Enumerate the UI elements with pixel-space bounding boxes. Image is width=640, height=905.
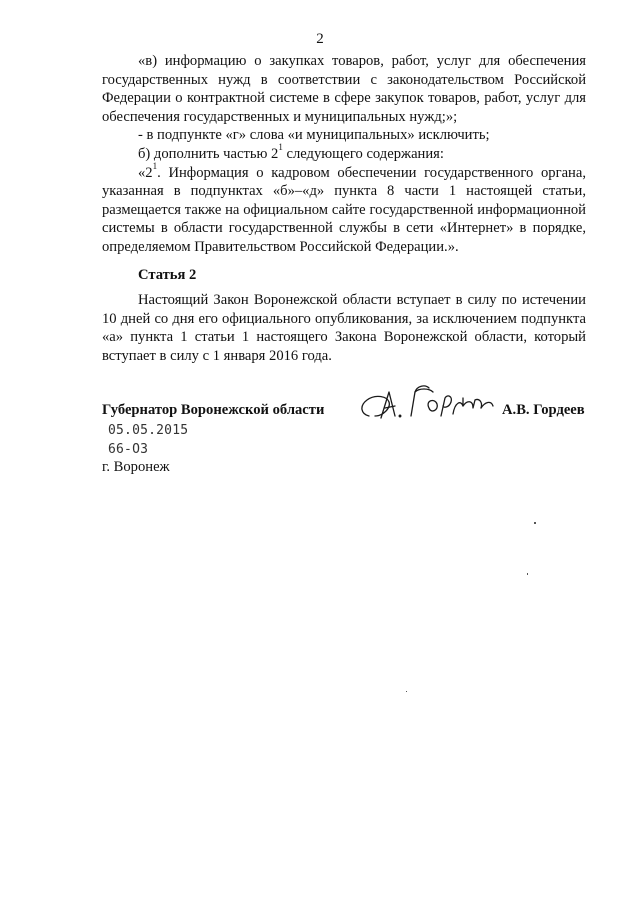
superscript-one: 1: [278, 142, 283, 153]
page-number: 2: [316, 31, 324, 47]
add-part-text: б) дополнить частью 2: [138, 145, 279, 162]
add-part-text-end: следующего содержания:: [282, 145, 444, 162]
staffing-info-start: «2: [138, 164, 153, 181]
superscript-one: 1: [152, 160, 158, 171]
handwritten-signature: [355, 378, 505, 426]
registration-date: 05.05.2015: [108, 423, 189, 438]
article-2-text: Настоящий Закон Воронежской области вступает в силу по истечении 10 дней со дня его официального опубликования, за исключением подпункта «а» пункта 1 статьи 1 настоящего Закона Воронежской области, который вступает в силу с 1 января 2016 года.: [102, 292, 586, 364]
paragraph-exclude-municipal: - в подпункте «г» слова «и муниципальных» исключить;: [138, 127, 490, 144]
paragraph-procurement-info: «в) информацию о закупках товаров, работ, услуг для обеспечения государственных нужд в соответствии с законодательством Российской Федерации о контрактной системе в сфере закупок товаров, работ, услуг для обеспечения государственных и муниципальных нужд;»;: [102, 53, 586, 125]
governor-title: Губернатор Воронежской области: [102, 402, 325, 418]
registration-number: 66-ОЗ: [108, 442, 149, 457]
city-name: г. Воронеж: [102, 459, 170, 475]
document-body: [102, 52, 586, 366]
staffing-info-text: . Информация о кадровом обеспечении государственного органа, указанная в подпунктах «б»–«д» пункта 8 части 1 настоящей статьи, размещается также на официальном сайте государственной информационной системы в области государственной службы в сети «Интернет» в порядке, определяемом Правительством Российской Федерации.».: [102, 164, 586, 255]
scan-speck: [406, 691, 407, 692]
paragraph-add-part: [102, 142, 586, 164]
article-2-heading: Статья 2: [138, 266, 197, 283]
governor-name: А.В. Гордеев: [502, 402, 585, 418]
paragraph-staffing-info: [102, 160, 586, 257]
scan-speck: [534, 522, 536, 524]
scan-speck: [527, 573, 528, 575]
